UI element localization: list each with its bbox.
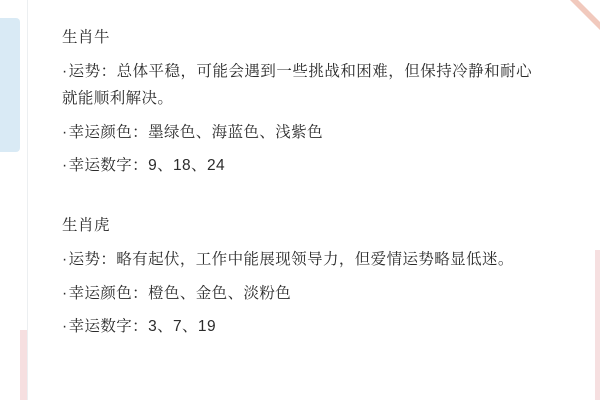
section-tiger bbox=[62, 214, 532, 341]
corner-decoration bbox=[562, 0, 600, 38]
bullet-icon: · bbox=[62, 284, 68, 302]
list-item bbox=[62, 281, 532, 308]
section-title-ox: 生肖牛 bbox=[62, 29, 111, 46]
corner-fold-inner-icon bbox=[578, 0, 600, 22]
item-label: 运势： bbox=[68, 251, 117, 269]
list-item bbox=[62, 314, 532, 341]
item-label: 幸运颜色： bbox=[68, 284, 149, 302]
section-title-tiger: 生肖虎 bbox=[62, 216, 111, 234]
left-decoration-rail bbox=[0, 0, 30, 400]
bullet-icon: · bbox=[62, 63, 68, 81]
item-value: 9、18、24 bbox=[148, 157, 225, 175]
section-spacer bbox=[62, 202, 532, 214]
list-item bbox=[62, 153, 532, 180]
list-item bbox=[62, 120, 532, 147]
document-content bbox=[62, 26, 532, 363]
item-value: 墨绿色、海蓝色、浅紫色 bbox=[148, 123, 323, 141]
bullet-icon: · bbox=[62, 251, 68, 269]
item-label: 幸运数字： bbox=[68, 318, 149, 336]
list-item bbox=[62, 247, 532, 274]
item-value: 总体平稳，可能会遇到一些挑战和困难，但保持冷静和耐心就能顺利解决。 bbox=[62, 63, 533, 107]
item-label: 运势： bbox=[68, 63, 117, 81]
bullet-icon: · bbox=[62, 318, 68, 336]
section-ox bbox=[62, 26, 532, 180]
bullet-icon: · bbox=[62, 157, 68, 175]
pink-accent-block-right bbox=[595, 250, 600, 400]
item-label: 幸运颜色： bbox=[68, 123, 149, 141]
bullet-icon: · bbox=[62, 123, 68, 141]
rail-divider-line bbox=[27, 0, 28, 400]
item-label: 幸运数字： bbox=[68, 157, 149, 175]
list-item bbox=[62, 59, 532, 112]
item-value: 橙色、金色、淡粉色 bbox=[148, 284, 292, 302]
item-value: 3、7、19 bbox=[148, 318, 216, 336]
blue-accent-block bbox=[0, 18, 20, 152]
item-value: 略有起伏，工作中能展现领导力，但爱情运势略显低迷。 bbox=[116, 251, 514, 269]
